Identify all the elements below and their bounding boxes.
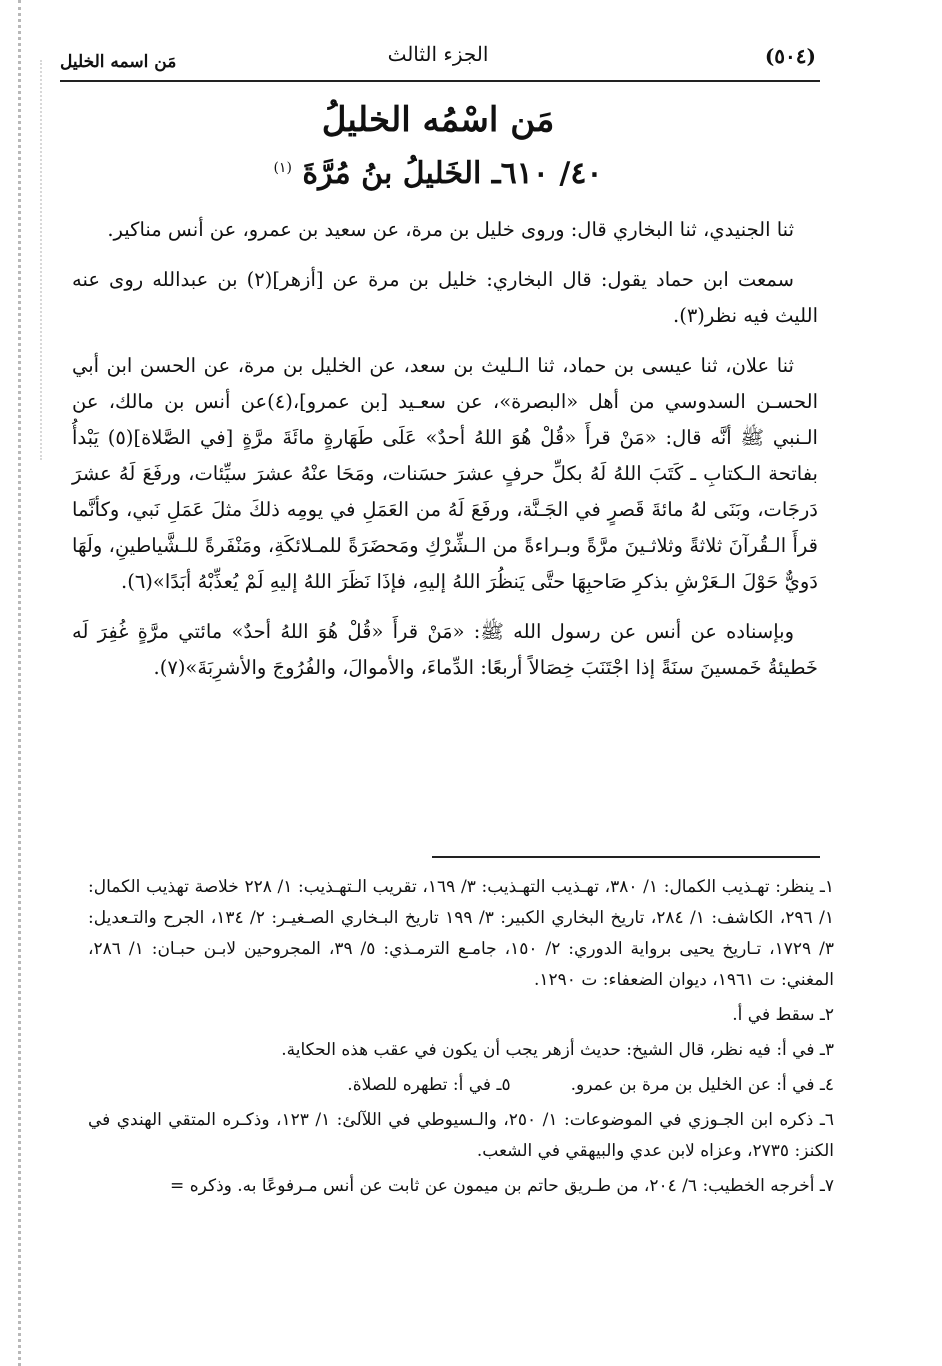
header-rule	[60, 80, 820, 82]
page-number: (٥٠٤)	[764, 44, 816, 68]
footnote: ٦ـ ذكره ابن الجـوزي في الموضوعات: ١/ ٢٥٠، والـسيوطي في اللآلئ: ١/ ١٢٣، وذكـره المتقي الهندي في الكنز: ٢٧٣٥، وعزاه لابن عدي والبيهقي في الشعب.	[88, 1110, 834, 1161]
entry-title-footnote-ref: (١)	[273, 160, 292, 176]
paragraph: ثنا الجنيدي، ثنا البخاري قال: وروى خليل بن مرة، عن سعيد بن عمرو، عن أنس مناكير.	[107, 218, 794, 241]
footnote-separator	[432, 856, 820, 858]
section-label: مَن اسمه الخليل	[60, 52, 177, 72]
scan-edge-dots	[18, 0, 21, 1366]
footnote-row	[88, 1070, 834, 1101]
footnote: ٥ـ في أ: تطهره للصلاة.	[347, 1075, 511, 1095]
footnote: ٧ـ أخرجه الخطيب: ٦/ ٢٠٤، من طـريق حاتم بن ميمون عن ثابت عن أنس مـرفوعًا به. وذكره =	[170, 1176, 834, 1196]
footnote: ٤ـ في أ: عن الخليل بن مرة بن عمرو.	[570, 1075, 834, 1095]
paragraph: وبإسناده عن أنس عن رسول الله ﷺ: «مَنْ قرأَ «قُلْ هُوَ اللهُ أحدٌ» مائتي مرَّةٍ غُفِرَ لَه خَطيئةُ خَمسينَ سنَةً إذا اجْتَنَبَ خِصَالاً أربعًا: الدِّماءَ، والأموالَ، والفُرُوجَ والأشرِبَةَ»(٧).	[72, 620, 818, 679]
chapter-title: مَن اسْمُه الخليلُ	[321, 100, 555, 140]
entry-title-text: ٤٠/ ٦١٠ـ الخَليلُ بنُ مُرَّةَ	[302, 156, 603, 191]
footnote: ١ـ ينظر: تهـذيب الكمال: ١/ ٣٨٠، تهـذيب التهـذيب: ٣/ ١٦٩، تقريب الـتهـذيب: ١/ ٢٢٨ خلاصة تهذيب الكمال: ١/ ٢٩٦، الكاشف: ١/ ٢٨٤، تاريخ البخاري الكبير: ٣/ ١٩٩ تاريخ البـخاري الصـغيـر: ٢/ ١٣٤، الجرح والتـعديل: ٣/ ١٧٢٩، تـاريخ يحيى برواية الدوري: ٢/ ١٥٠، جامـع الترمـذي: ٥/ ٣٩، المجروحين لابـن حبـان: ١/ ٢٨٦، المغني: ت ١٩٦١، ديوان الضعفاء: ت ١٢٩٠.	[88, 877, 834, 990]
footnote: ٢ـ سقط في أ.	[732, 1005, 834, 1025]
scan-edge-dots-inner	[40, 60, 42, 460]
paragraph: سمعت ابن حماد يقول: قال البخاري: خليل بن مرة عن [أزهر](٢) بن عبدالله روى عنه الليث فيه نظر(٣).	[72, 268, 818, 327]
footnotes	[88, 872, 834, 1206]
paragraph: ثنا علان، ثنا عيسى بن حماد، ثنا الـليث بن سعد، عن الخليل بن مرة، عن الحسن ابن أبي الحسـن السدوسي من أهل «البصرة»، عن سعـيد [بن عمرو]،(٤)عن أنس بن مالك، عن الـنبي ﷺ أنَّه قال: «مَنْ قرأَ «قُلْ هُوَ اللهُ أحدٌ» عَلَى طَهَارةٍ مائَةَ مرَّةٍ [في الصَّلاة](٥) يَبْدأُ بفاتحة الـكتابِ ـ كَتَبَ اللهُ لَهُ بكلِّ حرفٍ عشرَ حسَنات، ومَحَا عنْهُ عشرَ سيِّئات، ورفَعَ لَهُ عشرَ دَرجَات، وبَنَى لهُ مائةَ قَصرٍ في الجَـنَّة، ورفَعَ لَهُ من العَمَلِ في يومِه ذلكَ مثلَ عَمَلِ نَبي، وكأنَّما قرأَ الـقُرآنَ ثلاثةً وثلاثـينَ مرَّةً وبـراءةً من الـشِّرْكِ ومَحضَرَةً للمـلائكَةِ، ومَنْفَرةً للـشَّياطينِ، ولَهَا دَويٌّ حَوْلَ الـعَرْشِ بذكرِ صَاحبِهَا حتَّى يَنظُرَ اللهُ إليهِ، فإذَا نَظَرَ اللهُ إليهِ لَمْ يُعذِّبْهُ أبَدًا»(٦).	[72, 354, 818, 593]
main-text	[72, 212, 818, 700]
volume-label: الجزء الثالث	[387, 42, 489, 66]
footnote: ٣ـ في أ: فيه نظر، قال الشيخ: حديث أزهر يجب أن يكون في عقب هذه الحكاية.	[281, 1040, 834, 1060]
entry-title	[60, 156, 816, 191]
running-header	[60, 38, 816, 78]
